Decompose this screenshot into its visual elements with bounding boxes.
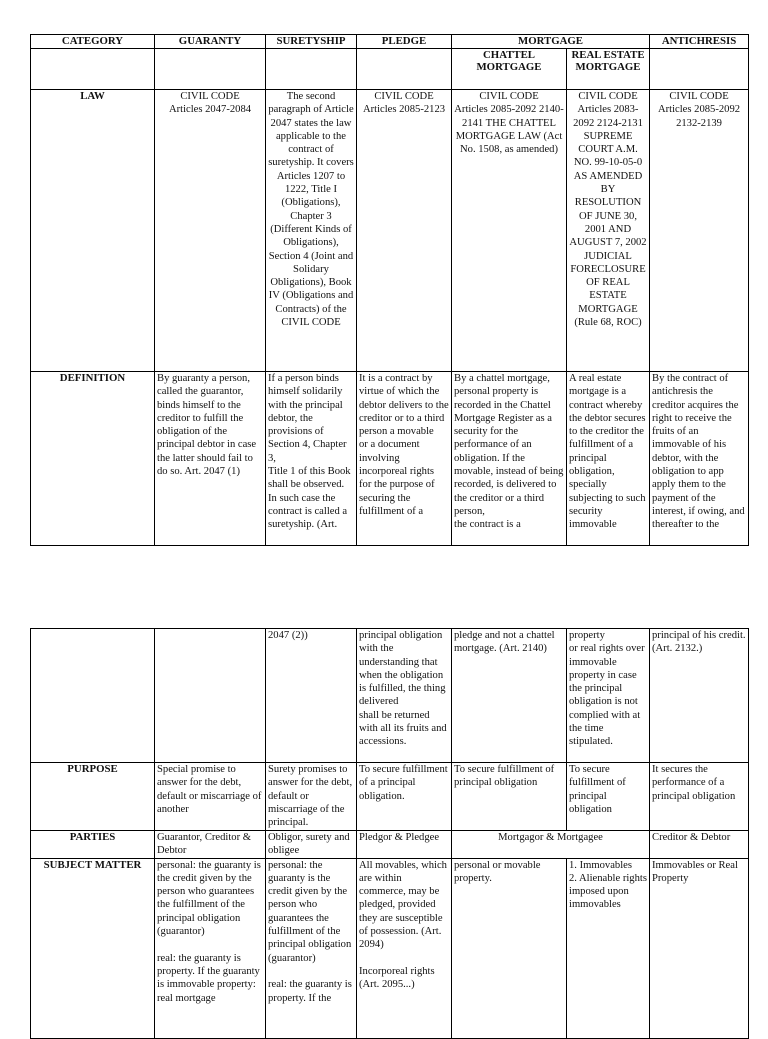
purpose-label: PURPOSE: [31, 763, 155, 831]
parties-guaranty: Guarantor, Creditor & Debtor: [155, 831, 266, 859]
subject-matter-real-estate-mortgage: 1. Immovables 2. Alienable rights imposed upon immovables: [567, 858, 650, 1038]
parties-pledge: Pledgor & Pledgee: [357, 831, 452, 859]
definition-cont-chattel-mortgage: pledge and not a chattel mortgage. (Art. 2140): [452, 629, 567, 763]
header-chattel-mortgage: CHATTEL MORTGAGE: [452, 49, 567, 90]
subheader-empty-cell: [266, 49, 357, 90]
definition-cont-empty-cell: [31, 629, 155, 763]
purpose-antichresis: It secures the performance of a principal obligation: [650, 763, 749, 831]
definition-antichresis: By the contract of antichresis the creditor acquires the right to receive the fruits of an immovable of his debtor, with the obligation to app apply them to the payment of the interest, if owing, and thereafter to the: [650, 372, 749, 546]
parties-mortgage: Mortgagor & Mortgagee: [452, 831, 650, 859]
parties-antichresis: Creditor & Debtor: [650, 831, 749, 859]
law-guaranty: CIVIL CODE Articles 2047-2084: [155, 90, 266, 372]
subject-matter-pledge: All movables, which are within commerce, may be pledged, provided they are susceptible of possession. (Art. 2094) Incorporeal rights (Art. 2095...): [357, 858, 452, 1038]
purpose-suretyship: Surety promises to answer for the debt, default or miscarriage of the principal.: [266, 763, 357, 831]
definition-cont-empty-cell: [155, 629, 266, 763]
subject-matter-suretyship: personal: the guaranty is the credit given by the person who guarantees the fulfillment of the principal obligation (guarantor) real: the guaranty is property. If the: [266, 858, 357, 1038]
header-antichresis: ANTICHRESIS: [650, 35, 749, 49]
comparison-table-part-1: [30, 34, 749, 546]
definition-cont-pledge: principal obligation with the understanding that when the obligation is fulfilled, the thing delivered shall be returned with all its fruits and accessions.: [357, 629, 452, 763]
subject-matter-row: [31, 858, 749, 1038]
definition-guaranty: By guaranty a person, called the guarantor, binds himself to the creditor to fulfill the obligation of the principal debtor in case the latter should fail to do so. Art. 2047 (1): [155, 372, 266, 546]
subheader-row: [31, 49, 749, 90]
law-chattel-mortgage: CIVIL CODE Articles 2085-2092 2140-2141 THE CHATTEL MORTGAGE LAW (Act No. 1508, as amended): [452, 90, 567, 372]
subheader-empty-cell: [155, 49, 266, 90]
law-antichresis: CIVIL CODE Articles 2085-2092 2132-2139: [650, 90, 749, 372]
law-pledge: CIVIL CODE Articles 2085-2123: [357, 90, 452, 372]
subheader-empty-cell: [357, 49, 452, 90]
law-label: LAW: [31, 90, 155, 372]
law-suretyship: The second paragraph of Article 2047 states the law applicable to the contract of suretyship. It covers Articles 1207 to 1222, Title I (Obligations), Chapter 3 (Different Kinds of Obligations), Section 4 (Joint and Solidary Obligations), Book IV (Obligations and Contracts) of the CIVIL CODE: [266, 90, 357, 372]
definition-pledge: It is a contract by virtue of which the debtor delivers to the creditor or to a third person a movable or a document involving incorporeal rights for the purpose of securing the fulfillment of a: [357, 372, 452, 546]
parties-row: [31, 831, 749, 859]
subject-matter-chattel-mortgage: personal or movable property.: [452, 858, 567, 1038]
definition-cont-antichresis: principal of his credit. (Art. 2132.): [650, 629, 749, 763]
header-category: CATEGORY: [31, 35, 155, 49]
header-row: [31, 35, 749, 49]
subheader-empty-cell: [650, 49, 749, 90]
purpose-row: [31, 763, 749, 831]
definition-real-estate-mortgage: A real estate mortgage is a contract whereby the debtor secures to the creditor the fulfillment of a principal obligation, specially subjecting to such security immovable: [567, 372, 650, 546]
definition-cont-real-estate-mortgage: property or real rights over immovable property in case the principal obligation is not complied with at the time stipulated.: [567, 629, 650, 763]
definition-row: [31, 372, 749, 546]
definition-suretyship: If a person binds himself solidarily with the principal debtor, the provisions of Section 4, Chapter 3, Title 1 of this Book shall be observed. In such case the contract is called a suretyship. (Art.: [266, 372, 357, 546]
definition-label: DEFINITION: [31, 372, 155, 546]
subheader-empty-cell: [31, 49, 155, 90]
header-pledge: PLEDGE: [357, 35, 452, 49]
subject-matter-antichresis: Immovables or Real Property: [650, 858, 749, 1038]
purpose-pledge: To secure fulfillment of a principal obligation.: [357, 763, 452, 831]
law-real-estate-mortgage: CIVIL CODE Articles 2083-2092 2124-2131 SUPREME COURT A.M. NO. 99-10-05-0 AS AMENDED BY RESOLUTION OF JUNE 30, 2001 AND AUGUST 7, 2002 JUDICIAL FORECLOSURE OF REAL ESTATE MORTGAGE (Rule 68, ROC): [567, 90, 650, 372]
definition-cont-suretyship: 2047 (2)): [266, 629, 357, 763]
purpose-real-estate-mortgage: To secure fulfillment of principal obligation: [567, 763, 650, 831]
law-row: [31, 90, 749, 372]
header-suretyship: SURETYSHIP: [266, 35, 357, 49]
header-real-estate-mortgage: REAL ESTATE MORTGAGE: [567, 49, 650, 90]
subject-matter-label: SUBJECT MATTER: [31, 858, 155, 1038]
parties-suretyship: Obligor, surety and obligee: [266, 831, 357, 859]
purpose-guaranty: Special promise to answer for the debt, default or miscarriage of another: [155, 763, 266, 831]
header-guaranty: GUARANTY: [155, 35, 266, 49]
subject-matter-guaranty: personal: the guaranty is the credit given by the person who guarantees the fulfillment of the principal obligation (guarantor) real: the guaranty is property. If the guaranty is immovable property: real mortgage: [155, 858, 266, 1038]
header-mortgage: MORTGAGE: [452, 35, 650, 49]
parties-label: PARTIES: [31, 831, 155, 859]
definition-continued-row: [31, 629, 749, 763]
purpose-chattel-mortgage: To secure fulfillment of principal obligation: [452, 763, 567, 831]
definition-chattel-mortgage: By a chattel mortgage, personal property is recorded in the Chattel Mortgage Register as a security for the performance of an obligation. If the movable, instead of being recorded, is delivered to the creditor or a third person, the contract is a: [452, 372, 567, 546]
comparison-table-part-2: [30, 628, 749, 1039]
